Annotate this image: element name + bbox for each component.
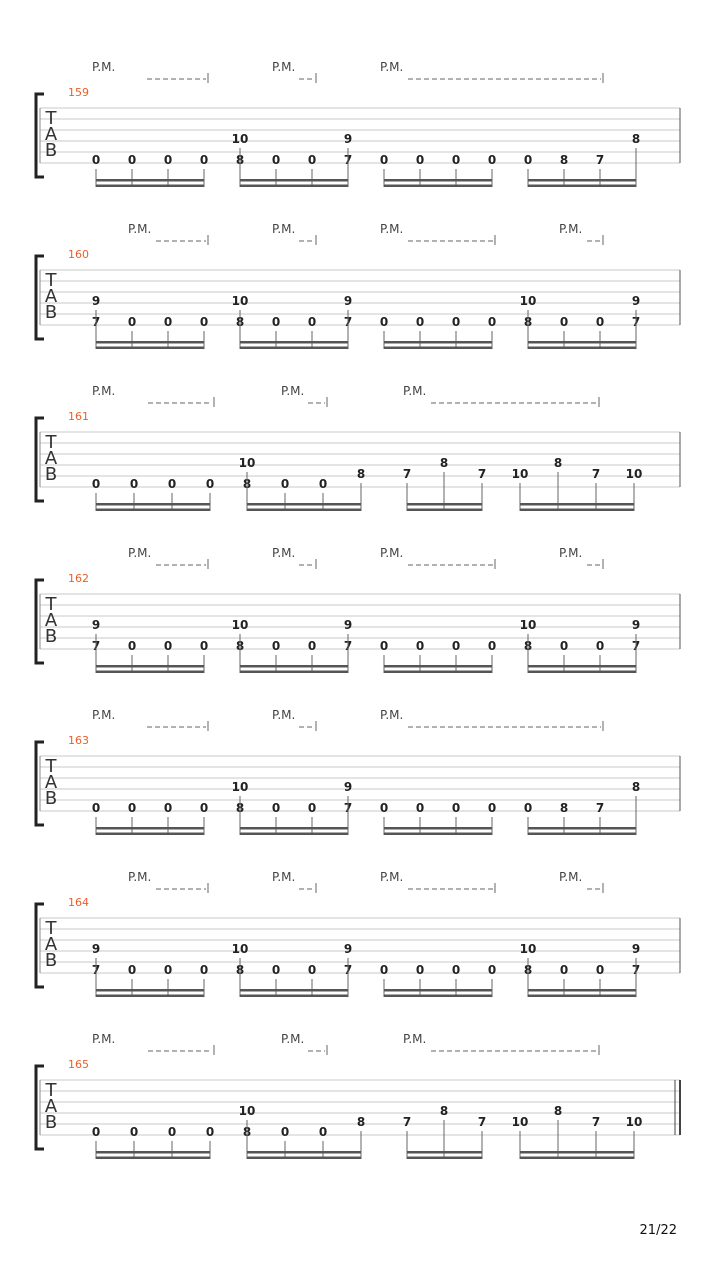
fret-number: 8 [356,1115,366,1129]
fret-number: 0 [129,1125,139,1139]
fret-number: 0 [163,315,173,329]
fret-number: 8 [523,639,533,653]
tab-clef-letter: A [44,1096,58,1117]
beam [528,827,636,830]
tab-clef-letter: A [44,124,58,145]
fret-number: 8 [439,456,449,470]
tab-clef-letter: B [44,1112,58,1133]
fret-number: 7 [343,153,353,167]
fret-number: 0 [379,153,389,167]
fret-number: 0 [559,639,569,653]
fret-number: 0 [451,315,461,329]
fret-number: 7 [595,801,605,815]
fret-number: 0 [487,639,497,653]
fret-number: 9 [343,780,353,794]
fret-number: 0 [271,963,281,977]
beam [240,989,348,992]
fret-number: 0 [415,153,425,167]
beam [528,347,636,350]
beam [96,1157,210,1160]
beam [384,827,492,830]
fret-number: 8 [553,1104,563,1118]
fret-number: 10 [519,618,537,632]
palm-mute-label: P.M. [403,384,427,398]
fret-number: 0 [271,315,281,329]
fret-number: 9 [631,618,641,632]
beam [528,833,636,836]
fret-number: 10 [511,467,529,481]
fret-number: 0 [415,801,425,815]
fret-number: 9 [91,942,101,956]
fret-number: 0 [199,639,209,653]
fret-number: 8 [631,132,641,146]
beam [96,995,204,998]
fret-number: 0 [379,315,389,329]
fret-number: 0 [595,315,605,329]
fret-number: 0 [559,963,569,977]
fret-number: 0 [415,963,425,977]
measure-number: 160 [68,248,89,261]
palm-mute-label: P.M. [272,870,296,884]
fret-number: 0 [91,477,101,491]
fret-number: 0 [91,801,101,815]
fret-number: 0 [199,963,209,977]
palm-mute-label: P.M. [380,708,404,722]
fret-number: 7 [91,315,101,329]
fret-number: 0 [127,801,137,815]
fret-number: 10 [231,618,249,632]
tab-clef-letter: A [44,610,58,631]
beam [96,665,204,668]
fret-number: 0 [379,801,389,815]
fret-number: 7 [343,963,353,977]
beam [240,341,348,344]
fret-number: 0 [129,477,139,491]
beam [407,1157,482,1160]
beam [96,827,204,830]
beam [96,1151,210,1154]
fret-number: 0 [205,477,215,491]
tab-system [36,384,680,511]
fret-number: 9 [343,942,353,956]
fret-number: 0 [307,153,317,167]
fret-number: 0 [163,639,173,653]
beam [240,995,348,998]
fret-number: 7 [595,153,605,167]
beam [240,833,348,836]
beam [384,989,492,992]
fret-number: 10 [511,1115,529,1129]
palm-mute-label: P.M. [272,60,296,74]
fret-number: 10 [231,294,249,308]
beam [247,1157,361,1160]
tab-clef-letter: A [44,772,58,793]
beam [528,179,636,182]
fret-number: 8 [553,456,563,470]
tab-system [36,60,680,187]
fret-number: 8 [242,1125,252,1139]
palm-mute-label: P.M. [380,546,404,560]
palm-mute-label: P.M. [380,870,404,884]
tab-clef-letter: T [45,756,57,777]
beam [247,509,361,512]
fret-number: 9 [343,132,353,146]
palm-mute-label: P.M. [92,384,116,398]
fret-number: 8 [631,780,641,794]
beam [96,179,204,182]
fret-number: 0 [379,963,389,977]
beam [528,341,636,344]
fret-number: 9 [91,618,101,632]
beam [240,665,348,668]
fret-number: 8 [356,467,366,481]
fret-number: 0 [127,639,137,653]
fret-number: 0 [167,1125,177,1139]
fret-number: 0 [559,315,569,329]
fret-number: 0 [307,801,317,815]
fret-number: 7 [477,467,487,481]
fret-number: 0 [487,153,497,167]
beam [247,1151,361,1154]
fret-number: 9 [343,618,353,632]
beam [96,671,204,674]
tab-system [36,222,680,349]
tab-system [36,870,680,997]
measure-number: 165 [68,1058,89,1071]
fret-number: 0 [199,315,209,329]
tab-clef-letter: B [44,302,58,323]
fret-number: 0 [318,1125,328,1139]
beam [96,833,204,836]
measure-number: 162 [68,572,89,585]
beam [528,671,636,674]
fret-number: 0 [487,801,497,815]
fret-number: 7 [591,467,601,481]
beam [384,341,492,344]
tab-clef-letter: B [44,626,58,647]
palm-mute-label: P.M. [281,1032,305,1046]
palm-mute-label: P.M. [272,546,296,560]
fret-number: 8 [523,963,533,977]
fret-number: 0 [595,639,605,653]
fret-number: 7 [631,639,641,653]
beam [407,1151,482,1154]
beam [384,179,492,182]
fret-number: 8 [523,315,533,329]
palm-mute-label: P.M. [403,1032,427,1046]
fret-number: 0 [280,477,290,491]
palm-mute-label: P.M. [559,546,583,560]
measure-number: 159 [68,86,89,99]
palm-mute-label: P.M. [92,1032,116,1046]
fret-number: 10 [238,456,256,470]
palm-mute-label: P.M. [272,222,296,236]
fret-number: 0 [451,153,461,167]
fret-number: 7 [402,467,412,481]
beam [247,503,361,506]
fret-number: 9 [631,294,641,308]
tab-clef-letter: T [45,270,57,291]
fret-number: 0 [307,639,317,653]
fret-number: 0 [271,639,281,653]
fret-number: 10 [238,1104,256,1118]
tab-clef-letter: A [44,448,58,469]
palm-mute-label: P.M. [92,60,116,74]
fret-number: 0 [127,963,137,977]
beam [96,503,210,506]
fret-number: 0 [271,153,281,167]
beam [407,509,482,512]
beam [240,671,348,674]
beam [384,347,492,350]
fret-number: 7 [91,639,101,653]
beam [520,1157,634,1160]
fret-number: 7 [91,963,101,977]
fret-number: 9 [91,294,101,308]
beam [520,503,634,506]
palm-mute-label: P.M. [281,384,305,398]
beam [528,185,636,188]
beam [384,671,492,674]
fret-number: 0 [163,801,173,815]
fret-number: 0 [451,801,461,815]
fret-number: 7 [631,963,641,977]
fret-number: 0 [379,639,389,653]
fret-number: 0 [415,639,425,653]
beam [520,1151,634,1154]
fret-number: 8 [439,1104,449,1118]
fret-number: 8 [235,801,245,815]
palm-mute-label: P.M. [380,222,404,236]
palm-mute-label: P.M. [272,708,296,722]
fret-number: 8 [242,477,252,491]
fret-number: 7 [477,1115,487,1129]
fret-number: 0 [199,801,209,815]
fret-number: 0 [127,315,137,329]
fret-number: 8 [559,153,569,167]
beam [384,995,492,998]
fret-number: 10 [519,942,537,956]
fret-number: 0 [487,315,497,329]
fret-number: 0 [451,639,461,653]
fret-number: 0 [199,153,209,167]
beam [96,341,204,344]
fret-number: 10 [625,1115,643,1129]
fret-number: 10 [231,132,249,146]
fret-number: 7 [343,639,353,653]
tab-clef-letter: B [44,950,58,971]
fret-number: 0 [167,477,177,491]
beam [384,833,492,836]
palm-mute-label: P.M. [128,546,152,560]
fret-number: 8 [559,801,569,815]
fret-number: 10 [231,780,249,794]
beam [528,995,636,998]
fret-number: 7 [591,1115,601,1129]
beam [240,179,348,182]
fret-number: 0 [307,315,317,329]
beam [96,989,204,992]
beam [240,185,348,188]
tab-clef-letter: T [45,918,57,939]
measure-number: 161 [68,410,89,423]
fret-number: 0 [163,153,173,167]
tab-clef-letter: B [44,788,58,809]
fret-number: 7 [402,1115,412,1129]
measure-number: 163 [68,734,89,747]
fret-number: 7 [343,801,353,815]
tab-system [36,546,680,673]
fret-number: 0 [91,153,101,167]
fret-number: 7 [343,315,353,329]
fret-number: 10 [519,294,537,308]
beam [240,347,348,350]
beam [96,185,204,188]
fret-number: 0 [205,1125,215,1139]
beam [96,509,210,512]
tab-clef-letter: T [45,432,57,453]
measure-number: 164 [68,896,89,909]
beam [407,503,482,506]
fret-number: 0 [163,963,173,977]
tab-system [36,1032,680,1159]
fret-number: 10 [231,942,249,956]
fret-number: 8 [235,963,245,977]
fret-number: 8 [235,639,245,653]
tab-systems [36,60,680,1159]
palm-mute-label: P.M. [559,870,583,884]
fret-number: 0 [523,153,533,167]
tab-clef-letter: A [44,934,58,955]
tab-clef-letter: T [45,108,57,129]
fret-number: 7 [631,315,641,329]
beam [528,989,636,992]
fret-number: 8 [235,315,245,329]
fret-number: 0 [318,477,328,491]
tab-clef-letter: B [44,140,58,161]
tab-clef-letter: T [45,1080,57,1101]
tab-clef-letter: T [45,594,57,615]
tab-system [36,708,680,835]
beam [384,185,492,188]
fret-number: 0 [523,801,533,815]
page-number: 21/22 [639,1223,677,1238]
fret-number: 0 [271,801,281,815]
fret-number: 9 [631,942,641,956]
beam [384,665,492,668]
beam [520,509,634,512]
fret-number: 9 [343,294,353,308]
beam [240,827,348,830]
fret-number: 0 [451,963,461,977]
beam [96,347,204,350]
fret-number: 8 [235,153,245,167]
fret-number: 0 [487,963,497,977]
fret-number: 0 [415,315,425,329]
fret-number: 0 [91,1125,101,1139]
tab-clef-letter: A [44,286,58,307]
fret-number: 0 [307,963,317,977]
fret-number: 0 [127,153,137,167]
fret-number: 0 [280,1125,290,1139]
palm-mute-label: P.M. [128,870,152,884]
palm-mute-label: P.M. [559,222,583,236]
tab-clef-letter: B [44,464,58,485]
fret-number: 10 [625,467,643,481]
palm-mute-label: P.M. [128,222,152,236]
fret-number: 0 [595,963,605,977]
palm-mute-label: P.M. [380,60,404,74]
palm-mute-label: P.M. [92,708,116,722]
beam [528,665,636,668]
